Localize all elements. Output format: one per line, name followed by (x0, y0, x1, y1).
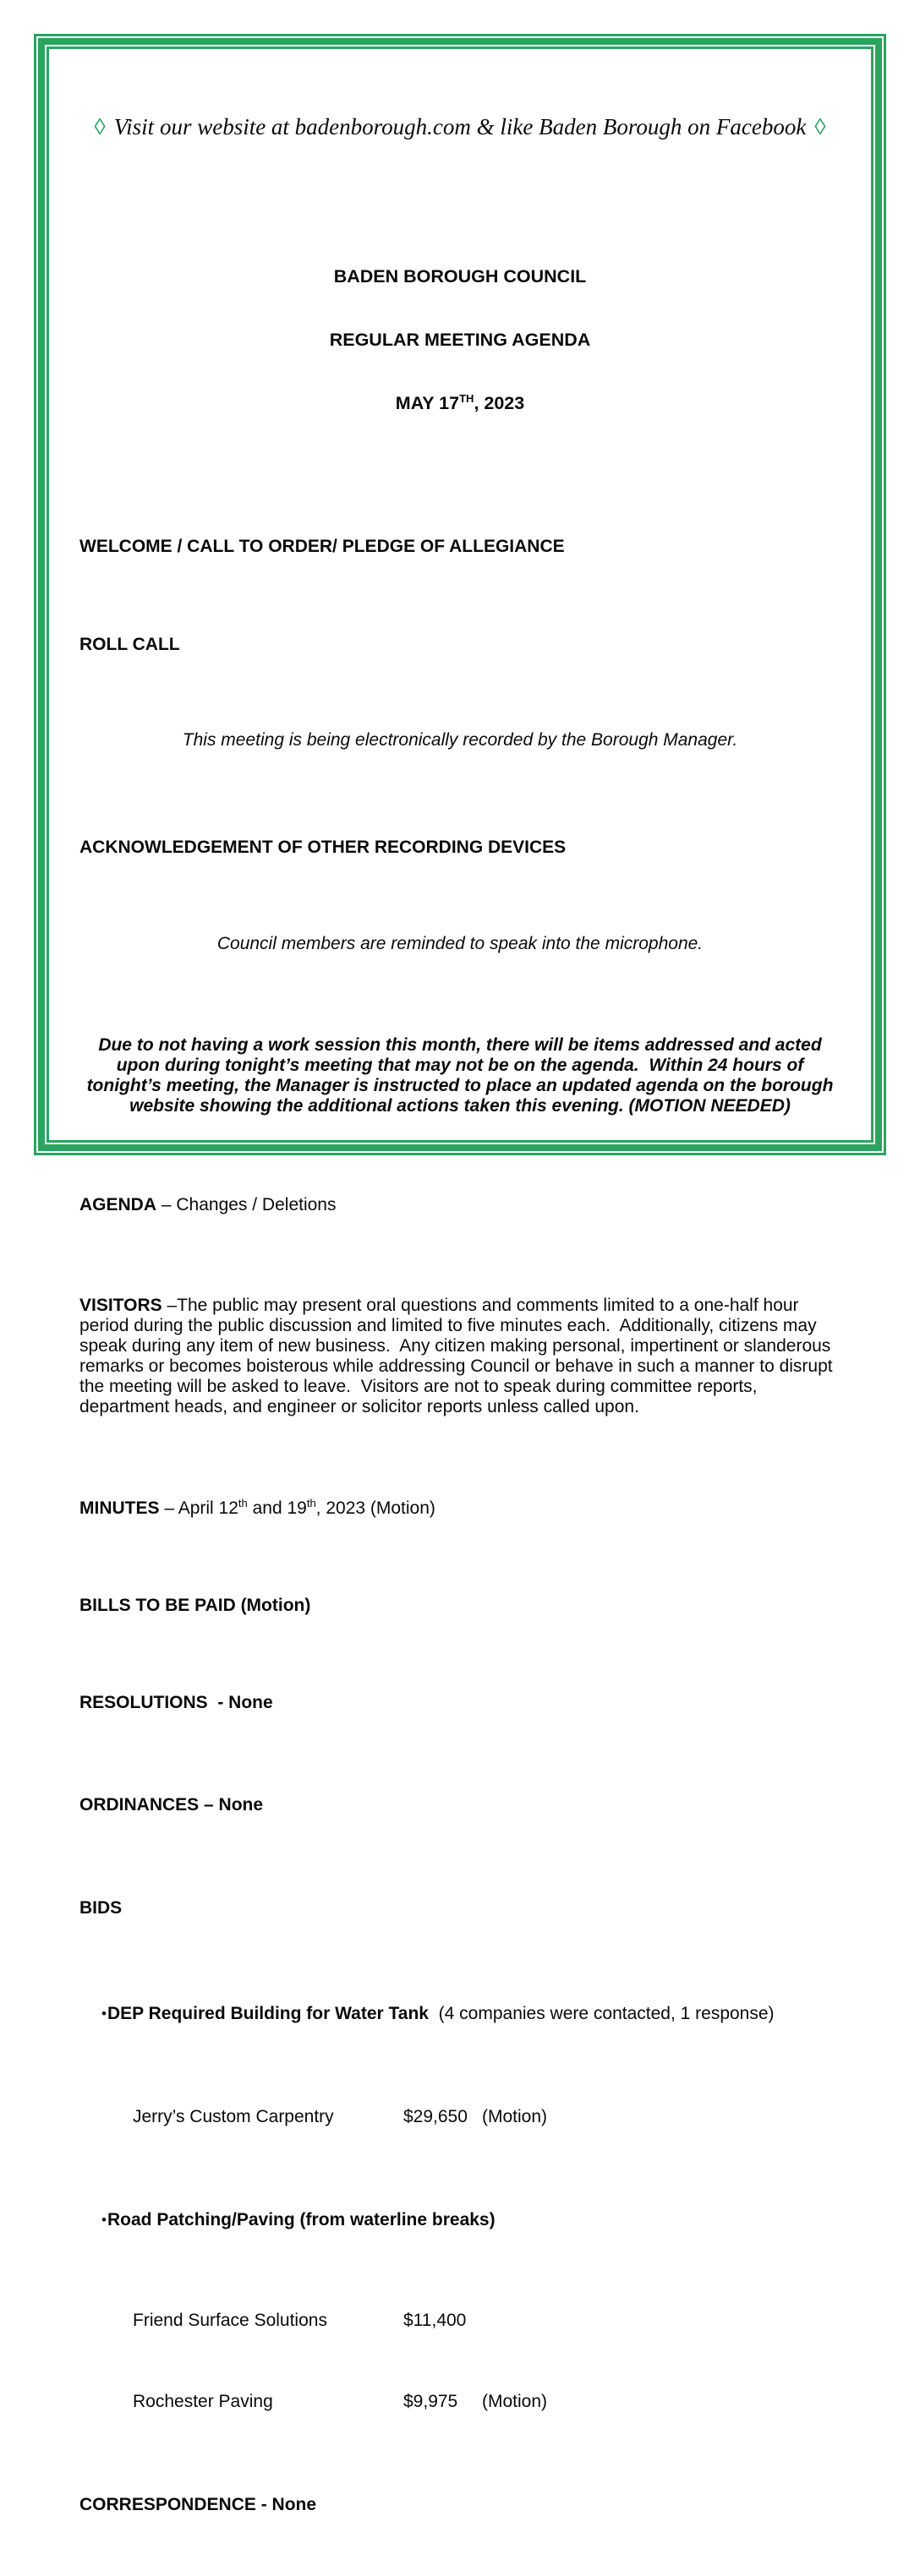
resolutions-heading: RESOLUTIONS - None (79, 1693, 273, 1712)
minutes-rest: , 2023 (Motion) (315, 1498, 435, 1518)
bid-motion: (Motion) (482, 2392, 548, 2411)
minutes-superscript-1: th (238, 1497, 248, 1509)
work-session-notice: Due to not having a work session this month, there will be items addressed and acted upon during tonight’s meeting that may not be on the agenda. Within 24 hours of tonight’s meeting, the Manager is instructed to place an updated agenda on the borough website showing the additional actions taken this evening. (MOTION NEEDED) (86, 1035, 839, 1116)
bid-item-water-tank (79, 2004, 841, 2024)
recording-note: This meeting is being electronically recorded by the Borough Manager. (182, 730, 738, 750)
visitors-paragraph (79, 1296, 841, 1417)
bids-heading: BIDS (79, 1898, 123, 1918)
agenda-line (79, 1195, 841, 1215)
acknowledgement-heading: ACKNOWLEDGEMENT OF OTHER RECORDING DEVICES (79, 838, 567, 857)
bid-title: DEP Required Building for Water Tank (107, 2004, 429, 2023)
minutes-line (79, 1498, 841, 1519)
decorative-border-outer (34, 34, 886, 2514)
website-banner (79, 114, 841, 140)
ordinances-heading: ORDINANCES – None (79, 1795, 264, 1815)
welcome-heading: WELCOME / CALL TO ORDER/ PLEDGE OF ALLEGIANCE (79, 537, 565, 556)
title-date (79, 393, 841, 414)
diamond-icon: ◊ (814, 114, 826, 139)
bid-vendor: Rochester Paving (133, 2392, 273, 2411)
bills-heading: BILLS TO BE PAID (Motion) (79, 1596, 311, 1615)
minutes-date-1: – April 12 (159, 1498, 238, 1518)
correspondence-heading: CORRESPONDENCE - None (79, 2495, 317, 2514)
agenda-label: AGENDA (79, 1195, 157, 1214)
bid-vendor: Jerry’s Custom Carpentry (133, 2107, 334, 2126)
visitors-label: VISITORS (79, 1296, 162, 1315)
decorative-border-middle (38, 38, 882, 2514)
document-title (79, 224, 841, 456)
date-main: MAY 17 (395, 393, 460, 413)
bid-entry-row (133, 2311, 841, 2331)
decorative-border-inner (47, 46, 873, 2514)
bid-amount: $29,650 (403, 2107, 468, 2126)
date-rest: , 2023 (474, 393, 525, 413)
minutes-label: MINUTES (79, 1498, 160, 1518)
diamond-icon: ◊ (94, 114, 106, 139)
bullet-icon: • (101, 2006, 107, 2022)
bid-vendor: Friend Surface Solutions (133, 2311, 327, 2330)
bullet-icon: • (101, 2212, 107, 2228)
bid-title: Road Patching/Paving (from waterline breaks) (107, 2210, 496, 2229)
bid-title-line (107, 2210, 841, 2230)
bid-note: (4 companies were contacted, 1 response) (428, 2004, 775, 2023)
banner-text: Visit our website at badenborough.com & like Baden Borough on Facebook (113, 114, 807, 139)
document-content (49, 49, 871, 2576)
bid-amount: $9,975 (403, 2392, 458, 2411)
agenda-detail: – Changes / Deletions (156, 1195, 337, 1214)
bid-entry-row (133, 2107, 841, 2127)
minutes-superscript-2: th (306, 1497, 316, 1509)
minutes-date-2: and 19 (247, 1498, 307, 1518)
bid-motion: (Motion) (482, 2107, 548, 2126)
title-council: BADEN BOROUGH COUNCIL (333, 266, 587, 287)
visitors-text: –The public may present oral questions and comments limited to a one-half hour period during the public discussion and limited to five minutes each. Additionally, citizens may speak during any item of new business. Any citizen making personal, impertinent or slanderous remarks or becomes boisterous while addressing Council or behave in such a manner to disrupt the meeting will be asked to leave. Visitors are not to speak during committee reports, department heads, and engineer or solicitor reports unless called upon. (79, 1296, 838, 1416)
bid-amount: $11,400 (403, 2311, 467, 2330)
bid-title-line (107, 2004, 841, 2024)
microphone-note: Council members are reminded to speak into the microphone. (216, 934, 704, 953)
bid-item-road-patching (79, 2210, 841, 2230)
date-superscript: TH (459, 391, 474, 405)
roll-call-heading: ROLL CALL (79, 635, 180, 654)
bid-entry-row (133, 2392, 841, 2412)
title-meeting-type: REGULAR MEETING AGENDA (329, 330, 591, 350)
